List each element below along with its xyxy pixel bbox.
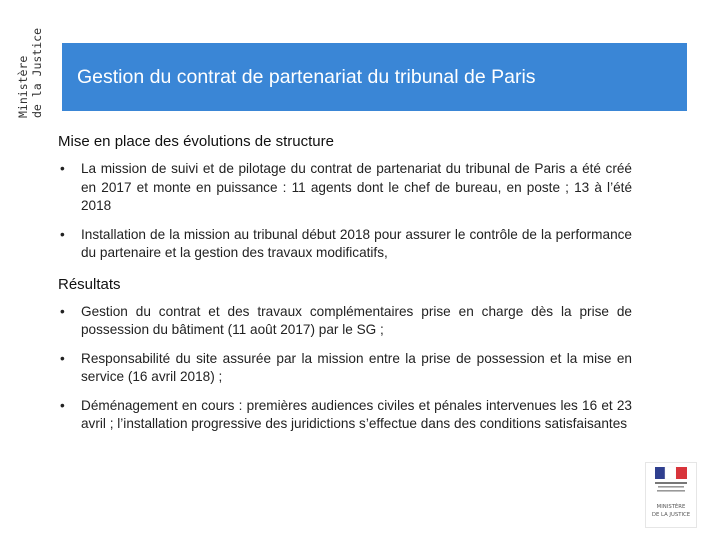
section-heading-structure: Mise en place des évolutions de structure bbox=[58, 133, 334, 150]
bullet-icon: • bbox=[60, 226, 65, 242]
svg-text:DE LA JUSTICE: DE LA JUSTICE bbox=[651, 512, 691, 518]
title-bar bbox=[62, 43, 687, 111]
list-item-text: Installation de la mission au tribunal début 2018 pour assurer le contrôle de la performance du partenaire et la gestion des travaux modificatifs, bbox=[81, 226, 632, 260]
list-item bbox=[58, 397, 632, 434]
list-item-text: Responsabilité du site assurée par la mission entre la prise de possession et la mise en service (16 avril 2018) ; bbox=[81, 350, 632, 384]
list-item-text: Gestion du contrat et des travaux complémentaires prise en charge dès la prise de possession du bâtiment (11 août 2017) par le SG ; bbox=[81, 303, 632, 337]
list-item bbox=[58, 350, 632, 387]
list-item bbox=[58, 303, 632, 340]
republic-logo bbox=[645, 462, 697, 528]
bullet-icon: • bbox=[60, 161, 65, 176]
list-item bbox=[58, 226, 632, 263]
list-item bbox=[58, 160, 632, 216]
svg-text:MINISTÈRE: MINISTÈRE bbox=[656, 504, 686, 510]
bullet-icon: • bbox=[60, 397, 65, 413]
list-item-text: La mission de suivi et de pilotage du contrat de partenariat du tribunal de Paris a été créé en 2017 et monte en puissance : 11 agents dont le chef de bureau, en poste ; 13 à l’été 2018 bbox=[81, 161, 632, 213]
bullet-icon: • bbox=[60, 303, 65, 319]
bullet-list-structure bbox=[58, 160, 632, 263]
section-heading-results: Résultats bbox=[58, 275, 121, 293]
bullet-icon: • bbox=[60, 350, 65, 366]
svg-text:Ministère: Ministère bbox=[16, 55, 30, 118]
page-title: Gestion du contrat de partenariat du tribunal de Paris bbox=[77, 65, 536, 88]
slide-content bbox=[58, 133, 632, 434]
list-item-text: Déménagement en cours : premières audiences civiles et pénales intervenues les 16 et 23 avril ; l’installation progressive des juridictions s’effectue dans des conditions satisfaisantes bbox=[81, 397, 632, 431]
ministry-logo bbox=[14, 10, 54, 120]
svg-text:de la Justice: de la Justice bbox=[30, 27, 44, 118]
bullet-list-results bbox=[58, 303, 632, 434]
